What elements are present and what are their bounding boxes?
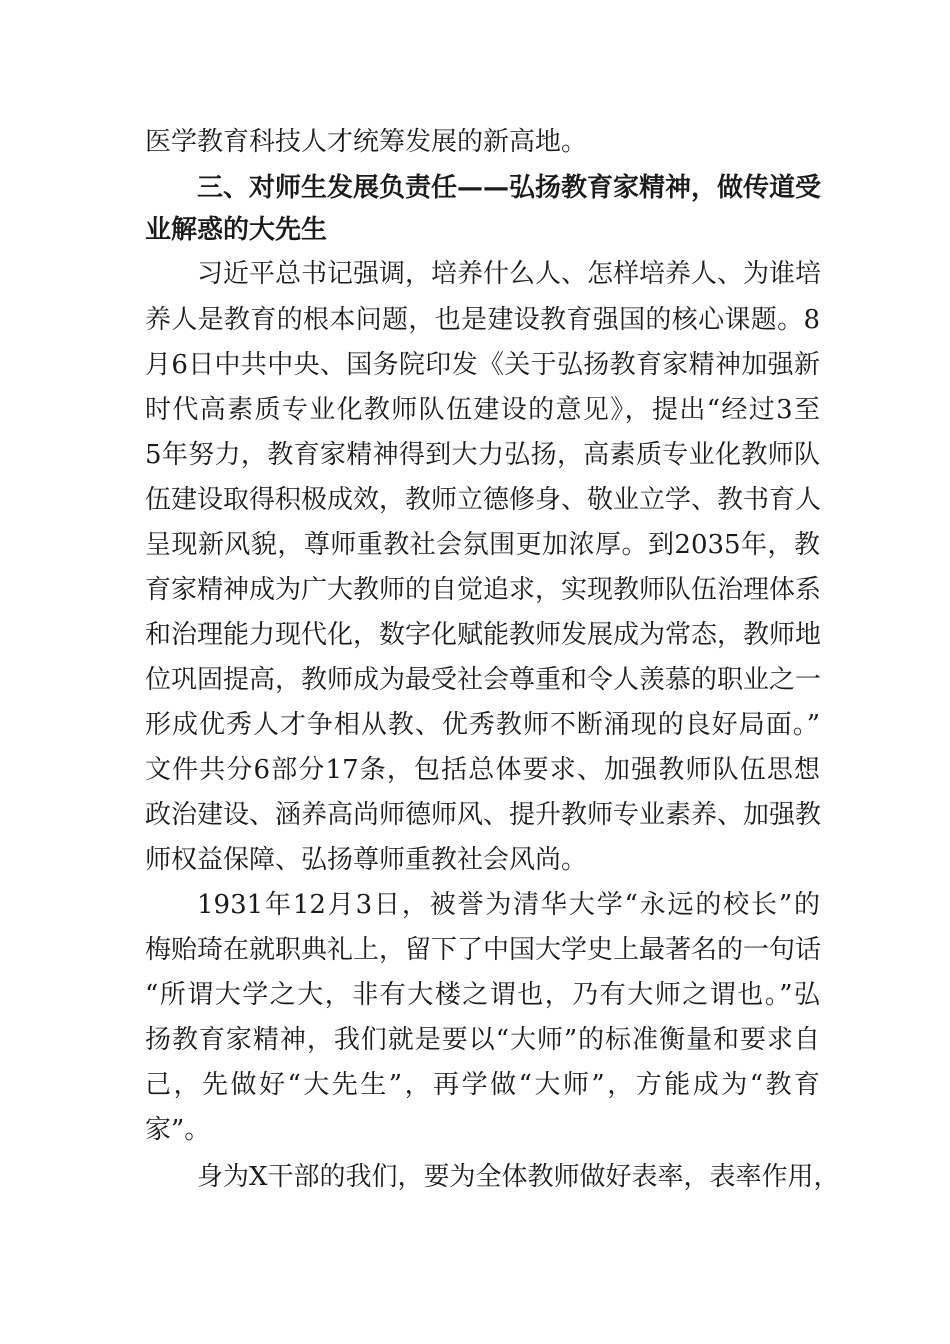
text-line: 己，先做好“大先生”，再学做“大师”，方能成为“教育 [145,1070,820,1100]
text-line: 育家精神成为广大教师的自觉追求，实现教师队伍治理体系 [145,575,822,605]
text-line: 文件共分6部分17条，包括总体要求、加强教师队伍思想 [145,755,820,785]
text-line: 扬教育家精神，我们就是要以“大师”的标准衡量和要求自 [145,1025,820,1055]
text-line: “所谓大学之大，非有大楼之谓也，乃有大师之谓也。”弘 [145,980,820,1010]
text-line: 梅贻琦在就职典礼上，留下了中国大学史上最著名的一句话 [145,935,822,965]
text-line: 5年努力，教育家精神得到大力弘扬，高素质专业化教师队 [145,440,820,470]
text-line: 伍建设取得积极成效，教师立德修身、敬业立学、教书育人 [145,485,822,515]
text-line: 身为X干部的我们，要为全体教师做好表率，表率作用， [197,1162,840,1192]
section-heading-line: 业解惑的大先生 [145,215,328,245]
text-line: 政治建设、涵养高尚师德师风、提升教师专业素养、加强教 [145,800,822,830]
text-line: 呈现新风貌，尊师重教社会氛围更加浓厚。到2035年，教 [145,530,820,560]
text-line: 形成优秀人才争相从教、优秀教师不断涌现的良好局面。” [145,710,820,740]
text-line: 时代高素质专业化教师队伍建设的意见》，提出“经过3至 [145,395,820,425]
text-line: 1931年12月3日，被誉为清华大学“永远的校长”的 [197,890,820,920]
text-line: 月6日中共中央、国务院印发《关于弘扬教育家精神加强新 [145,350,820,380]
text-line: 医学教育科技人才统筹发展的新高地。 [145,127,588,157]
text-line: 家”。 [145,1115,211,1145]
text-line: 师权益保障、弘扬尊师重教社会风尚。 [145,845,588,875]
text-line: 养人是教育的根本问题，也是建设教育强国的核心课题。8 [145,305,820,335]
section-heading-line: 三、对师生发展负责任——弘扬教育家精神，做传道受 [197,173,822,203]
text-line: 和治理能力现代化，数字化赋能教师发展成为常态，教师地 [145,620,822,650]
text-line: 习近平总书记强调，培养什么人、怎样培养人、为谁培 [197,259,822,289]
text-line: 位巩固提高，教师成为最受社会尊重和令人羡慕的职业之一 [145,665,822,695]
